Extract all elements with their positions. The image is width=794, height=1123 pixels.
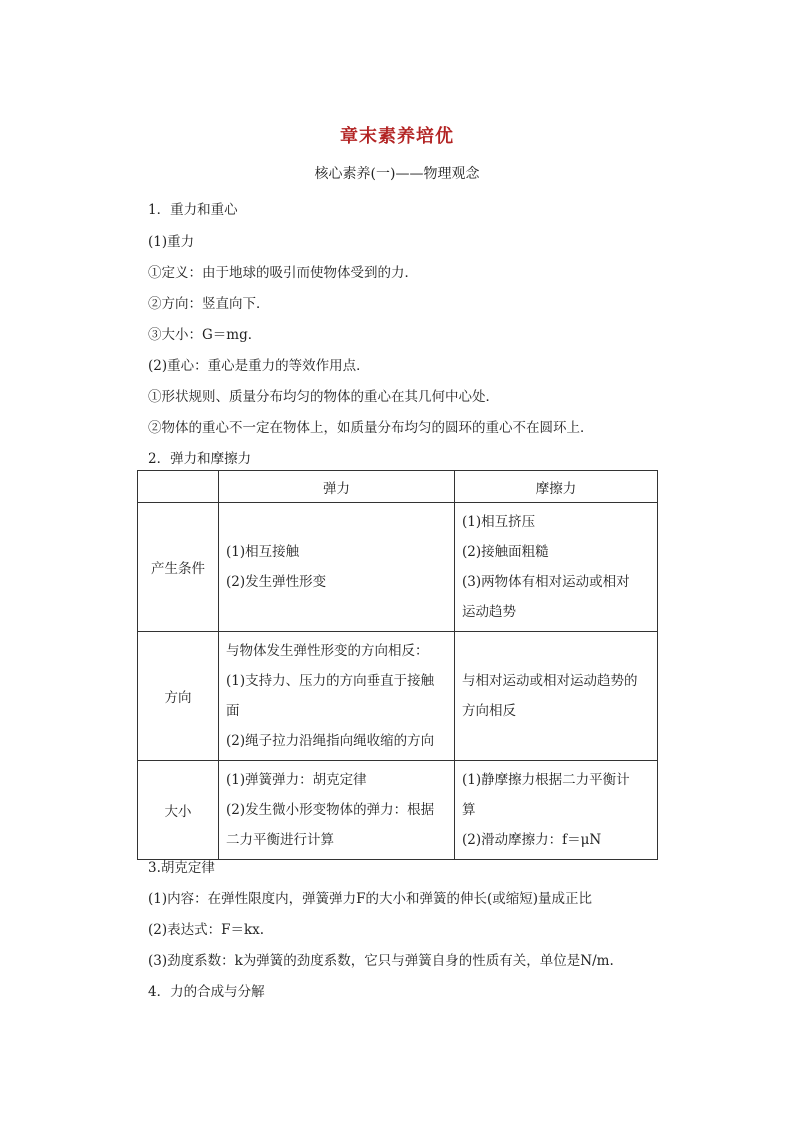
center-of-gravity-label: (2)重心：重心是重力的等效作用点． xyxy=(148,358,370,374)
cell-line: 运动趋势 xyxy=(462,604,516,620)
friction-cell xyxy=(455,503,658,632)
hooke-law-expression: (2)表达式：F＝kx. xyxy=(148,922,265,938)
section2-heading: 2．弹力和摩擦力 xyxy=(148,451,252,467)
table-header-friction: 摩擦力 xyxy=(455,471,658,503)
cell-line: 算 xyxy=(462,802,476,818)
cell-line: (1)相互接触 xyxy=(226,544,300,560)
cell-line: (2)发生微小形变物体的弹力：根据 xyxy=(226,802,435,818)
table-header-row xyxy=(138,471,658,503)
section3-heading: 3.胡克定律 xyxy=(148,860,215,876)
cell-line: (2)滑动摩擦力：f＝μN xyxy=(462,832,602,848)
gravity-magnitude: ③大小：G＝mg． xyxy=(148,327,262,343)
gravity-definition: ①定义：由于地球的吸引而使物体受到的力． xyxy=(148,265,418,281)
cell-line: (3)两物体有相对运动或相对 xyxy=(462,574,630,590)
table-header-corner xyxy=(138,471,219,503)
center-of-gravity-item-1: ①形状规则、质量分布均匀的物体的重心在其几何中心处． xyxy=(148,389,499,405)
section1-heading: 1．重力和重心 xyxy=(148,202,238,218)
force-comparison-table xyxy=(137,470,658,860)
hooke-law-stiffness: (3)劲度系数：k为弹簧的劲度系数，它只与弹簧自身的性质有关，单位是N/m. xyxy=(148,953,614,969)
cell-line: (1)弹簧弹力：胡克定律 xyxy=(226,772,367,788)
gravity-direction: ②方向：竖直向下． xyxy=(148,296,270,312)
cell-line: (2)接触面粗糙 xyxy=(462,544,549,560)
cell-line: (1)静摩擦力根据二力平衡计 xyxy=(462,772,630,788)
friction-cell xyxy=(455,761,658,860)
cell-line: (2)绳子拉力沿绳指向绳收缩的方向 xyxy=(226,733,435,749)
row-label: 产生条件 xyxy=(138,503,219,632)
hooke-law-content: (1)内容：在弹性限度内，弹簧弹力F的大小和弹簧的伸长(或缩短)量成正比 xyxy=(148,891,593,907)
table-row xyxy=(138,761,658,860)
center-of-gravity-item-2: ②物体的重心不一定在物体上，如质量分布均匀的圆环的重心不在圆环上． xyxy=(148,420,594,436)
cell-line: 与相对运动或相对运动趋势的 xyxy=(462,673,638,689)
cell-line: 面 xyxy=(226,703,240,719)
row-label: 方向 xyxy=(138,632,219,761)
friction-cell xyxy=(455,632,658,761)
cell-line: (1)相互挤压 xyxy=(462,514,536,530)
elastic-cell xyxy=(219,761,455,860)
cell-line: 方向相反 xyxy=(462,703,516,719)
table-row xyxy=(138,632,658,761)
row-label: 大小 xyxy=(138,761,219,860)
cell-line: (2)发生弹性形变 xyxy=(226,574,327,590)
section4-heading: 4．力的合成与分解 xyxy=(148,984,265,1000)
table-header-elastic: 弹力 xyxy=(219,471,455,503)
elastic-cell xyxy=(219,632,455,761)
cell-line: 与物体发生弹性形变的方向相反： xyxy=(226,643,429,659)
page-title: 章末素养培优 xyxy=(340,126,454,147)
cell-line: 二力平衡进行计算 xyxy=(226,832,334,848)
gravity-label: (1)重力 xyxy=(148,234,195,250)
table-row xyxy=(138,503,658,632)
cell-line: (1)支持力、压力的方向垂直于接触 xyxy=(226,673,435,689)
elastic-cell xyxy=(219,503,455,632)
page-subtitle: 核心素养(一)——物理观念 xyxy=(314,166,480,182)
